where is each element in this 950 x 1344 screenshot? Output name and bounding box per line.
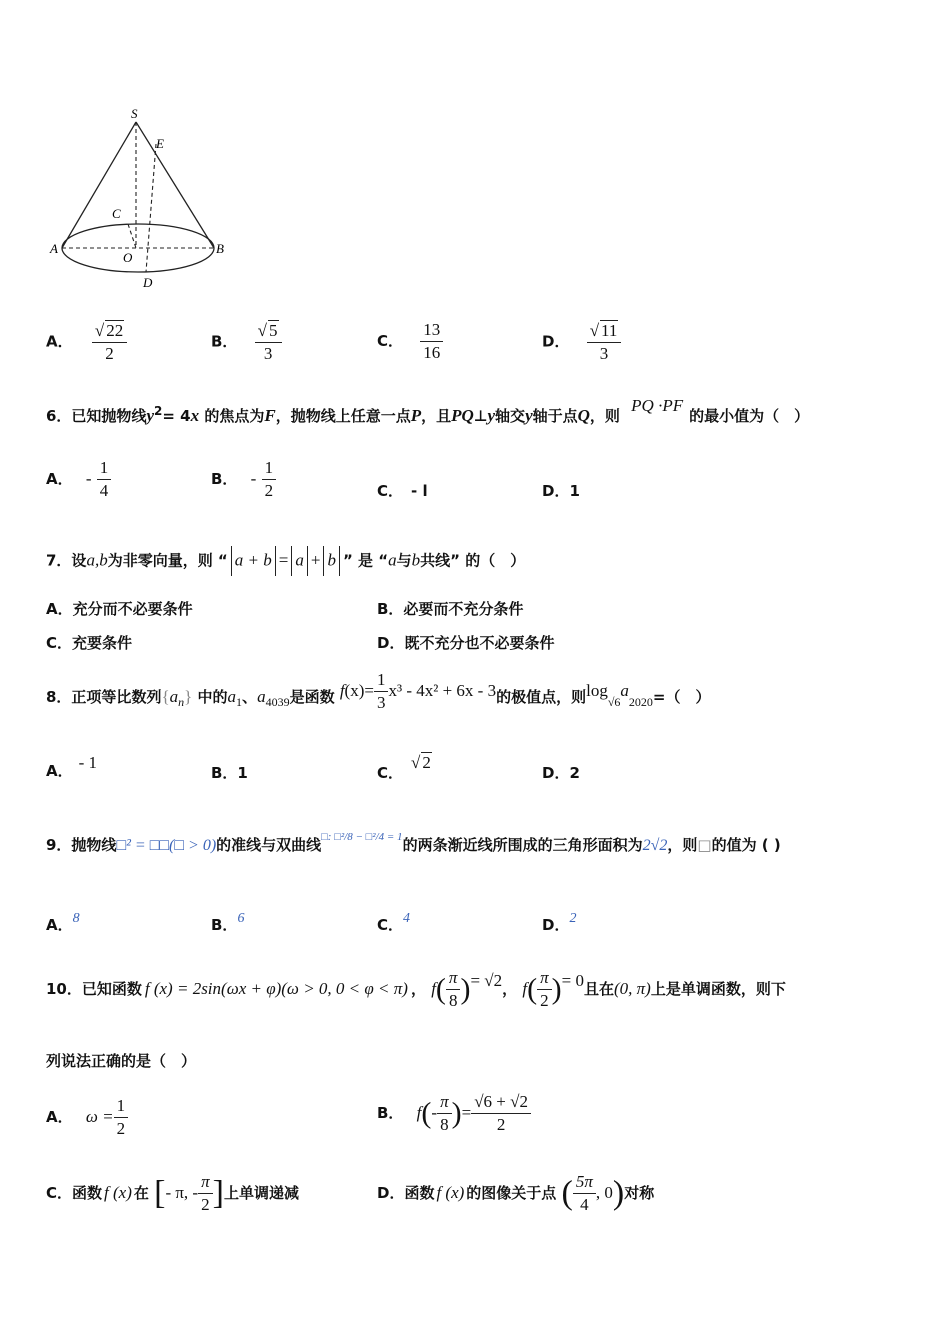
question-10-line2: 列说法正确的是（ ） xyxy=(46,1052,197,1070)
q7-option-b[interactable]: B．必要而不充分条件 xyxy=(377,600,524,618)
q5-a-fraction: $\frac{√ 22}{2}$ xyxy=(92,320,127,364)
q7-option-c[interactable]: C．充要条件 xyxy=(46,634,133,652)
question-8: 8．正项等比数列$\{a_n\}$ 中的$a_1$、$a_{4039}$是函数 f(x)= $\frac{1}{3}$ x³ - 4x² + 6x - 3的极值点，则$\log_{√6}a_{2020}=$（ ） xyxy=(46,670,711,712)
q7-option-d[interactable]: D．既不充分也不必要条件 xyxy=(377,634,555,652)
q5-b-fraction: $\frac{√ 5}{3}$ xyxy=(255,320,282,364)
q9-option-d[interactable]: D．2 xyxy=(542,911,577,934)
q10-option-d[interactable]: D．函数 f (x) 的图像关于点 ( $\frac{5\pi}{4}$ , 0)对称 xyxy=(377,1172,655,1214)
q5-c-fraction: $\frac{13}{16}$ xyxy=(420,320,443,363)
q6-option-c[interactable]: C． - l xyxy=(377,482,428,500)
question-9: 9．抛物线□² = □□(□ > 0)的准线与双曲线$^{□: □^2/8 - □^2/4 = 1}$的两条渐近线所围成的三角形面积为2√2，则□的值为 ( ) xyxy=(46,831,781,854)
label-S: S xyxy=(131,106,138,121)
q7-option-a[interactable]: A．充分而不必要条件 xyxy=(46,600,193,618)
edge-SA xyxy=(62,122,136,248)
segment-CO xyxy=(128,224,136,248)
q5-option-d[interactable]: D． $\frac{√ 11}{3}$ xyxy=(542,320,621,364)
segment-ED xyxy=(146,144,156,272)
question-10: 10．已知函数 f (x) = 2sin(ωx + φ)(ω > 0, 0 < φ < π) ， f( $\frac{\pi}{8}$ )= √2， f( $\frac{\pi}{2}$ )= 0且在(0, π)上是单调函数，则下 xyxy=(46,968,786,1010)
q8-option-b[interactable]: B．1 xyxy=(211,764,248,782)
q9-option-c[interactable]: C．4 xyxy=(377,911,411,934)
label-O: O xyxy=(123,250,133,265)
q10-option-c[interactable]: C．函数 f (x) 在 [- π, - $\frac{\pi}{2}$ ]上单调递减 xyxy=(46,1172,299,1214)
q5-option-c[interactable]: C． $\frac{13}{16}$ xyxy=(377,320,443,363)
q8-option-a[interactable]: A． - 1 xyxy=(46,753,98,780)
q9-option-b[interactable]: B．6 xyxy=(211,911,245,934)
q8-option-c[interactable]: C．√ 2 xyxy=(377,753,431,782)
q8-option-d[interactable]: D．2 xyxy=(542,764,580,782)
q10-option-b[interactable]: B． f(- $\frac{\pi}{8}$ )= $\frac{√6 + √2}{2}$ xyxy=(377,1092,531,1135)
label-E: E xyxy=(156,136,164,151)
q6-option-d[interactable]: D．1 xyxy=(542,482,580,500)
q10-option-a[interactable]: A． ω = $\frac{1}{2}$ xyxy=(46,1096,128,1139)
q6-option-b[interactable]: B． - $\frac{1}{2}$ xyxy=(211,458,276,501)
label-C: C xyxy=(112,206,121,221)
q5-option-b[interactable]: B． $\frac{√ 5}{3}$ xyxy=(211,320,282,364)
label-B: B xyxy=(216,241,224,256)
q5-d-fraction: $\frac{√ 11}{3}$ xyxy=(587,320,622,364)
label-A: A xyxy=(50,241,58,256)
q5-option-a[interactable]: A． $\frac{√ 22}{2}$ xyxy=(46,320,127,364)
edge-SB xyxy=(136,122,214,248)
cone-figure xyxy=(40,100,240,300)
q6-option-a[interactable]: A． - $\frac{1}{4}$ xyxy=(46,458,111,501)
q9-option-a[interactable]: A．8 xyxy=(46,911,80,934)
question-6: 6．已知抛物线$y^2= 4x$ 的焦点为F，抛物线上任意一点P，且PQ⊥y轴交y轴于点Q，则 PQ ·PF的最小值为（ ） xyxy=(46,396,810,425)
question-7: 7．设a,b为非零向量，则 “ a + b = a + b ” 是 “a与b共线” 的（ ） xyxy=(46,546,525,576)
label-D: D xyxy=(143,275,153,290)
